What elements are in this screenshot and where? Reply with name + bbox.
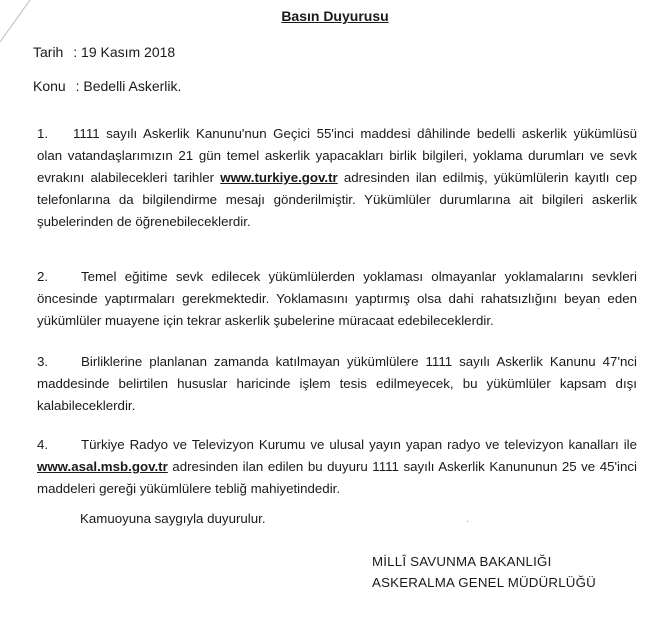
scan-speck: · bbox=[597, 303, 601, 314]
paragraph-text: adresinden ilan edilen bu duyuru 1111 sayılı Askerlik Kanununun 25 ve 45'inci maddeleri gereği yükümlülere tebliğ mahiyetindedir. bbox=[37, 459, 637, 496]
signature-ministry: MİLLÎ SAVUNMA BAKANLIĞI bbox=[372, 554, 552, 569]
closing-line: Kamuoyuna saygıyla duyurulur. bbox=[80, 511, 266, 526]
date-value: : 19 Kasım 2018 bbox=[73, 44, 176, 60]
paragraph-1 bbox=[37, 123, 637, 233]
paragraph-3 bbox=[37, 351, 637, 417]
paragraph-text: adresinden ilan edilmiş, yükümlülerin kayıtlı cep telefonlarına da bilgilendirme mesajı gönderilmiştir. Yükümlüler durumlarına ait bilgileri askerlik şubelerinden de öğrenebileceklerdir. bbox=[37, 170, 637, 229]
paragraph-text: Temel eğitime sevk edilecek yükümlülerden yoklaması olmayanlar yoklamalarını sevkleri öncesinde yaptırmaları gerekmektedir. Yoklamasını yaptırmış olsa dahi rahatsızlığını beyan eden yükümlüler muayene için tekrar askerlik şubelerine müracaat edebileceklerdir. bbox=[37, 269, 637, 328]
turkiye-gov-link: www.turkiye.gov.tr bbox=[220, 170, 338, 185]
paragraph-text: 1111 sayılı Askerlik Kanunu'nun Geçici 55'inci maddesi dâhilinde bedelli askerlik yükümlüsü olan vatandaşlarımızın 21 gün temel askerlik yapacakları birlik bilgileri, yoklama durumları ve sevk evrakını alabilecekleri tarihler bbox=[37, 126, 637, 185]
subject-label: Konu bbox=[33, 78, 66, 94]
subject-value: : Bedelli Askerlik. bbox=[75, 78, 182, 94]
date-label: Tarih bbox=[33, 44, 64, 60]
paragraph-number: 2. bbox=[37, 269, 49, 284]
paragraph-number: 1. bbox=[37, 126, 49, 141]
scan-speck: · bbox=[466, 516, 470, 527]
paragraph-text: Türkiye Radyo ve Televizyon Kurumu ve ulusal yayın yapan radyo ve televizyon kanalları ile bbox=[81, 437, 637, 452]
subject-row bbox=[33, 78, 181, 94]
signature-directorate: ASKERALMA GENEL MÜDÜRLÜĞÜ bbox=[372, 575, 596, 590]
paragraph-number: 4. bbox=[37, 437, 49, 452]
paragraph-2 bbox=[37, 266, 637, 332]
paragraph-number: 3. bbox=[37, 354, 49, 369]
date-row bbox=[33, 44, 175, 60]
paragraph-text: Birliklerine planlanan zamanda katılmayan yükümlülere 1111 sayılı Askerlik Kanunu 47'nci maddesinde belirtilen hususlar haricinde işlem tesis edilmeyecek, bu yükümlüler kapsam dışı kalabileceklerdir. bbox=[37, 354, 637, 413]
asal-msb-link: www.asal.msb.gov.tr bbox=[37, 459, 168, 474]
document-title: Basın Duyurusu bbox=[281, 8, 389, 24]
paragraph-4 bbox=[37, 434, 637, 500]
